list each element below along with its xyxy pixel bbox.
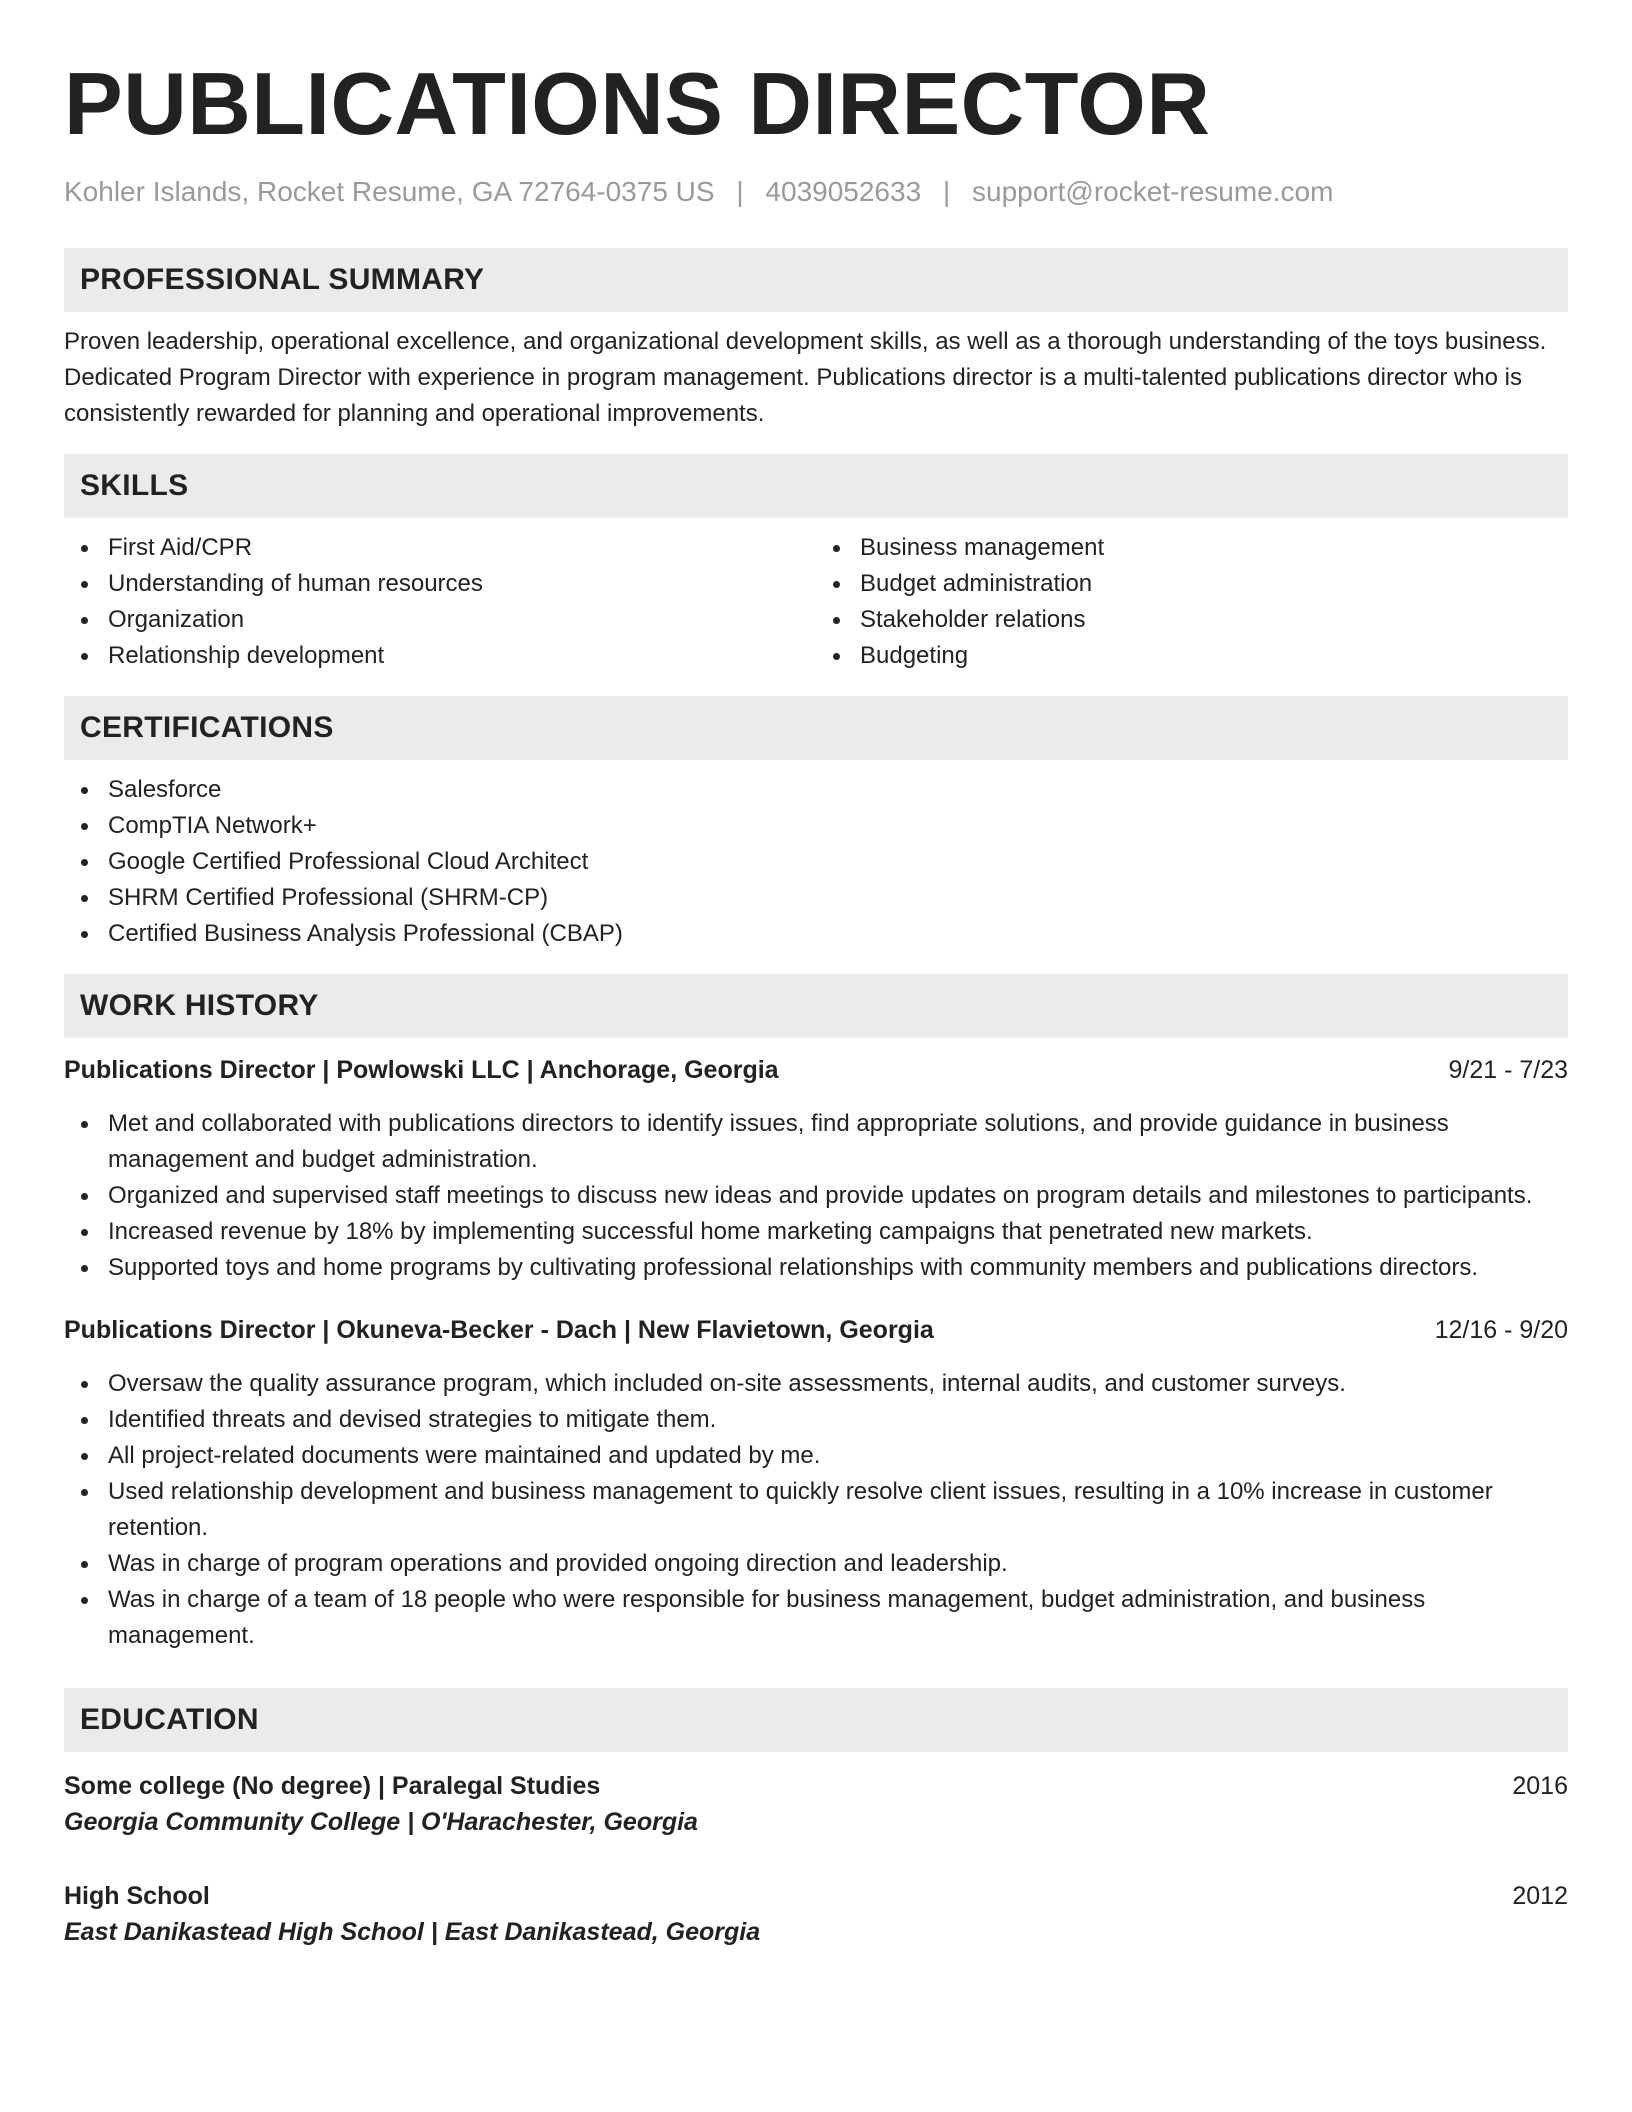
job-entry (64, 1312, 1568, 1654)
skills-column-right (816, 530, 1568, 674)
skills-column-left (64, 530, 816, 674)
education-header (64, 1878, 1568, 1914)
list-item: Google Certified Professional Cloud Architect (108, 844, 1568, 880)
contact-address: Kohler Islands, Rocket Resume, GA 72764-0375 US (64, 176, 715, 207)
list-item: Used relationship development and business management to quickly resolve client issues, resulting in a 10% increase in customer retention. (108, 1474, 1568, 1546)
list-item: First Aid/CPR (108, 530, 816, 566)
education-header (64, 1768, 1568, 1804)
list-item: Was in charge of program operations and provided ongoing direction and leadership. (108, 1546, 1568, 1582)
section-header-work: WORK HISTORY (64, 974, 1568, 1038)
education-school: Georgia Community College | O'Harachester, Georgia (64, 1808, 698, 1836)
section-header-education: EDUCATION (64, 1688, 1568, 1752)
job-title: Publications Director | Okuneva-Becker - Dach | New Flavietown, Georgia (64, 1316, 934, 1344)
list-item: Identified threats and devised strategies to mitigate them. (108, 1402, 1568, 1438)
job-dates: 12/16 - 9/20 (1434, 1316, 1568, 1344)
list-item: Organization (108, 602, 816, 638)
list-item: SHRM Certified Professional (SHRM-CP) (108, 880, 1568, 916)
contact-email: support@rocket-resume.com (972, 176, 1334, 207)
list-item: Salesforce (108, 772, 1568, 808)
education-degree: Some college (No degree) | Paralegal Studies (64, 1772, 601, 1800)
contact-separator: | (942, 176, 951, 207)
certifications-list (64, 772, 1568, 952)
list-item: Oversaw the quality assurance program, which included on-site assessments, internal audits, and customer surveys. (108, 1366, 1568, 1402)
job-header (64, 1312, 1568, 1348)
resume-title: PUBLICATIONS DIRECTOR (64, 54, 1211, 153)
job-dates: 9/21 - 7/23 (1448, 1056, 1568, 1084)
contact-line (64, 174, 1568, 210)
contact-separator: | (736, 176, 744, 207)
list-item: Budget administration (860, 566, 1568, 602)
list-item: Budgeting (860, 638, 1568, 674)
skills-list (64, 530, 1568, 674)
education-entry (64, 1878, 1568, 1950)
education-year: 2012 (1512, 1882, 1568, 1910)
list-item: Increased revenue by 18% by implementing successful home marketing campaigns that penetrated new markets. (108, 1214, 1568, 1250)
education-entry (64, 1768, 1568, 1840)
list-item: Stakeholder relations (860, 602, 1568, 638)
job-entry (64, 1052, 1568, 1286)
list-item: Understanding of human resources (108, 566, 816, 602)
list-item: All project-related documents were maintained and updated by me. (108, 1438, 1568, 1474)
job-bullets (64, 1366, 1568, 1654)
list-item: Certified Business Analysis Professional (CBAP) (108, 916, 1568, 952)
contact-phone: 4039052633 (765, 176, 922, 207)
list-item: Business management (860, 530, 1568, 566)
list-item: Was in charge of a team of 18 people who were responsible for business management, budget administration, and business management. (108, 1582, 1568, 1654)
list-item: Supported toys and home programs by cultivating professional relationships with community members and publications directors. (108, 1250, 1568, 1286)
section-header-skills: SKILLS (64, 454, 1568, 518)
list-item: Met and collaborated with publications directors to identify issues, find appropriate solutions, and provide guidance in business management and budget administration. (108, 1106, 1568, 1178)
section-header-certifications: CERTIFICATIONS (64, 696, 1568, 760)
list-item: CompTIA Network+ (108, 808, 1568, 844)
list-item: Organized and supervised staff meetings to discuss new ideas and provide updates on program details and milestones to participants. (108, 1178, 1568, 1214)
section-header-summary: PROFESSIONAL SUMMARY (64, 248, 1568, 312)
list-item: Relationship development (108, 638, 816, 674)
job-bullets (64, 1106, 1568, 1286)
education-school: East Danikastead High School | East Danikastead, Georgia (64, 1918, 761, 1946)
summary-text: Proven leadership, operational excellence, and organizational development skills, as well as a thorough understanding of the toys business. Dedicated Program Director with experience in program management. Publications director is a multi-talented publications director who is consistently rewarded for planning and operational improvements. (64, 328, 1547, 427)
education-year: 2016 (1512, 1772, 1568, 1800)
job-title: Publications Director | Powlowski LLC | Anchorage, Georgia (64, 1056, 779, 1084)
education-degree: High School (64, 1882, 210, 1910)
job-header (64, 1052, 1568, 1088)
